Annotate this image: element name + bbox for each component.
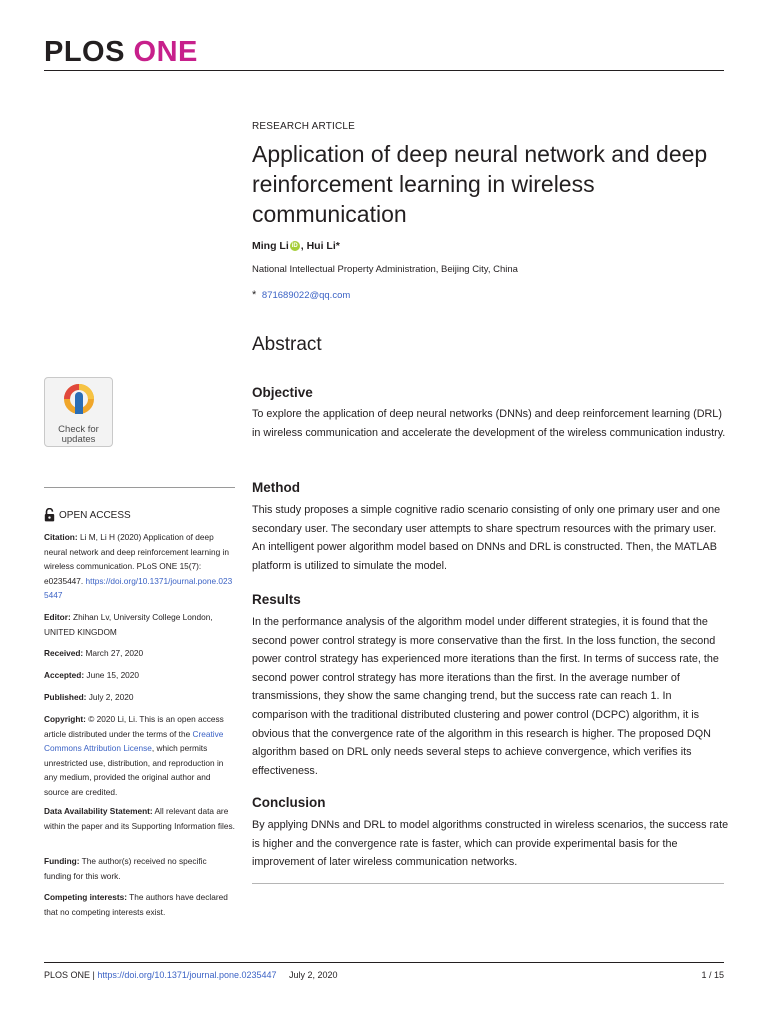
data-availability-label: Data Availability Statement: bbox=[44, 806, 153, 816]
citation-text: Li M, Li H (2020) Application of deep neural network and deep reinforcement learning in wireless communication. PLoS ONE 15(7): e0235447. bbox=[44, 532, 229, 586]
footer-journal: PLOS ONE bbox=[44, 970, 91, 980]
competing-interests-text: The authors have declared that no competing interests exist. bbox=[44, 892, 228, 917]
footer-date: July 2, 2020 bbox=[289, 970, 338, 980]
footer-citation bbox=[44, 970, 338, 980]
copyright-label: Copyright: bbox=[44, 714, 86, 724]
published-date: July 2, 2020 bbox=[86, 692, 134, 702]
footer-doi-link[interactable]: https://doi.org/10.1371/journal.pone.0235447 bbox=[97, 970, 277, 980]
author-list bbox=[252, 240, 340, 252]
article-title: Application of deep neural network and deep reinforcement learning in wireless communication bbox=[252, 141, 708, 227]
published-block bbox=[44, 690, 236, 705]
logo-plos: PLOS bbox=[44, 36, 125, 68]
page-number: 1 / 15 bbox=[701, 970, 724, 980]
author-name[interactable]: Hui Li bbox=[306, 240, 336, 252]
results-heading: Results bbox=[252, 592, 301, 607]
sidebar-divider bbox=[44, 487, 235, 488]
citation-block bbox=[44, 530, 236, 603]
journal-logo[interactable] bbox=[44, 38, 198, 67]
conclusion-heading: Conclusion bbox=[252, 795, 326, 810]
footer-divider bbox=[44, 962, 724, 963]
badge-line-1: Check for bbox=[58, 424, 99, 435]
author-separator: , bbox=[300, 240, 307, 252]
received-block bbox=[44, 646, 236, 661]
author-name[interactable]: Ming Li bbox=[252, 240, 289, 252]
open-lock-icon bbox=[44, 508, 55, 522]
corresponding-mark: * bbox=[335, 240, 340, 252]
objective-text: To explore the application of deep neural networks (DNNs) and deep reinforcement learning (DRL) in wireless communication and accelerate the development of the wireless communication industry. bbox=[252, 408, 726, 439]
email-link[interactable]: 871689022@qq.com bbox=[261, 290, 351, 301]
header-divider bbox=[44, 70, 724, 71]
conclusion-text: By applying DNNs and DRL to model algorithms constructed in wireless scenarios, the success rate is higher and the convergence rate is faster, which can provide experimental basis for the improvement of later wireless communication networks. bbox=[252, 819, 729, 869]
funding-text: The author(s) received no specific funding for this work. bbox=[44, 856, 207, 881]
method-text: This study proposes a simple cognitive radio scenario consisting of only one primary user and one secondary user. The secondary user attempts to share spectrum resources with the primary user. An intelligent power algorithm model based on DNNs and DRL is constructed. Then, the MATLAB platform is utilized to simulate the model. bbox=[252, 504, 721, 572]
accepted-label: Accepted: bbox=[44, 670, 85, 680]
received-date: March 27, 2020 bbox=[83, 648, 144, 658]
editor-label: Editor: bbox=[44, 612, 71, 622]
citation-label: Citation: bbox=[44, 532, 78, 542]
article-type: RESEARCH ARTICLE bbox=[252, 121, 356, 132]
check-for-updates-badge[interactable] bbox=[44, 377, 113, 447]
orcid-icon[interactable]: iD bbox=[291, 243, 298, 249]
results-text: In the performance analysis of the algorithm model under different strategies, it is found that the second power control strategy is more conservative than the first. In the loss function, the second power control strategy has experienced more iterations than the first. In terms of success rate, the second power control strategy has more iterations than the first. In the average number of transmissions, they show the same changing trend, but the success rate can reach 1. In comparison with the traditional distributed clustering and power control (DCPC) algorithm, it is obvious that the convergence rate of the algorithm in this research is higher. The proposed DQN algorithm based on DRL only needs several steps to achieve convergence, which verifies its effectiveness. bbox=[252, 616, 719, 777]
editor-text: Zhihan Lv, University College London, UNITED KINGDOM bbox=[44, 612, 213, 637]
copyright-text-2: , which permits unrestricted use, distribution, and reproduction in any medium, provided the original author and source are credited. bbox=[44, 743, 224, 797]
footer-separator: | bbox=[90, 970, 98, 980]
affiliation: National Intellectual Property Administration, Beijing City, China bbox=[252, 264, 518, 275]
received-label: Received: bbox=[44, 648, 84, 658]
license-link[interactable]: Creative Commons Attribution License bbox=[44, 728, 224, 753]
competing-interests-label: Competing interests: bbox=[44, 892, 127, 902]
open-access-label bbox=[44, 508, 131, 522]
data-availability-text: All relevant data are within the paper and its Supporting Information files. bbox=[44, 806, 235, 831]
logo-one: ONE bbox=[133, 36, 198, 68]
accepted-date: June 15, 2020 bbox=[84, 670, 140, 680]
editor-block bbox=[44, 610, 236, 639]
open-access-text: OPEN ACCESS bbox=[59, 509, 131, 521]
method-heading: Method bbox=[252, 480, 300, 495]
published-label: Published: bbox=[44, 692, 87, 702]
objective-heading: Objective bbox=[252, 385, 313, 400]
funding-block bbox=[44, 854, 236, 883]
abstract-divider bbox=[252, 883, 724, 884]
copyright-block bbox=[44, 712, 236, 799]
correspondence-email bbox=[252, 289, 350, 301]
funding-label: Funding: bbox=[44, 856, 80, 866]
data-availability-block bbox=[44, 804, 236, 833]
abstract-heading: Abstract bbox=[252, 334, 322, 355]
copyright-text: © 2020 Li, Li. This is an open access article distributed under the terms of the bbox=[44, 714, 224, 739]
accepted-block bbox=[44, 668, 236, 683]
badge-line-2: updates bbox=[61, 434, 96, 445]
citation-doi-link[interactable]: https://doi.org/10.1371/journal.pone.0235447 bbox=[44, 575, 233, 600]
corresponding-mark: * bbox=[252, 289, 257, 301]
update-ring-icon bbox=[62, 384, 96, 418]
competing-interests-block bbox=[44, 890, 236, 919]
